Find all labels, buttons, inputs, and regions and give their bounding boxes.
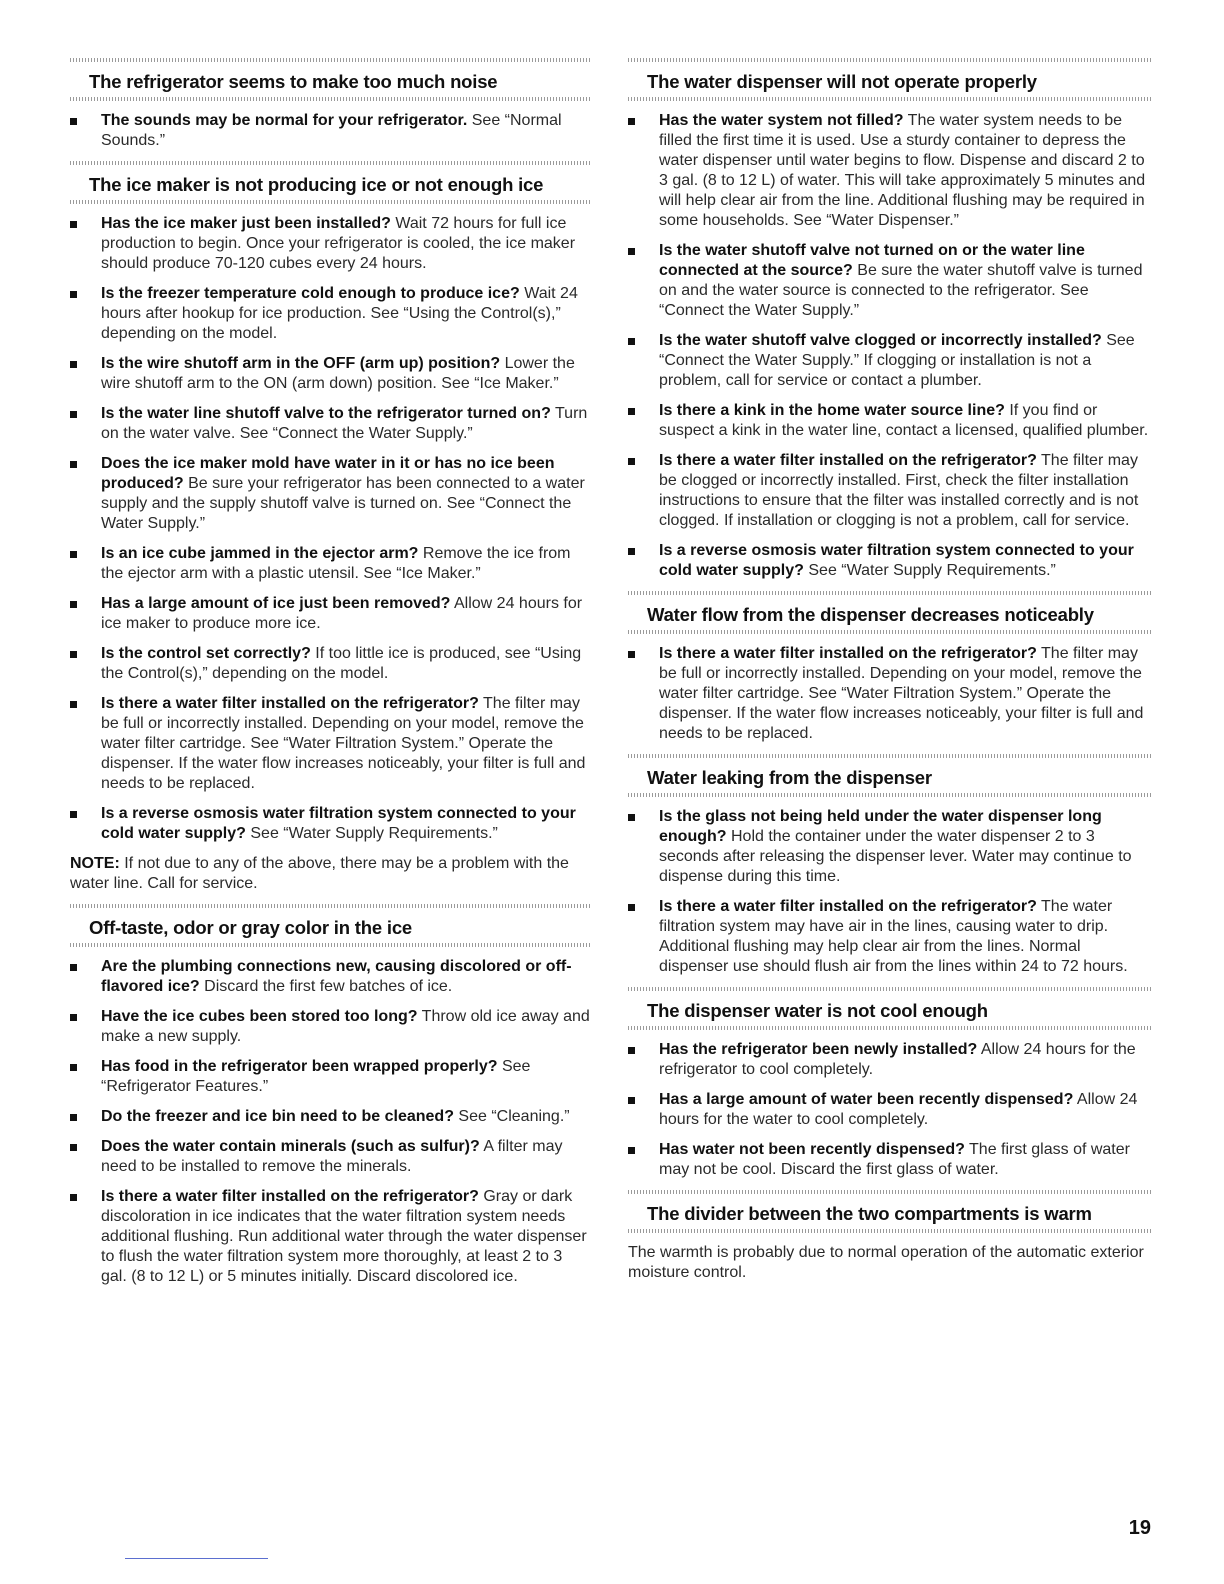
question: Is there a water filter installed on the refrigerator? [101,695,479,712]
bullet-icon [628,1147,635,1154]
section-rule [628,1026,1152,1030]
list-item [628,541,1152,581]
list-item [628,644,1152,744]
section-water-leaking [628,754,1152,977]
bullet-icon [628,651,635,658]
bullet-icon [628,1097,635,1104]
section-divider-warm [628,1190,1152,1283]
answer: Lower the wire shutoff arm to the ON (arm down) position. See “Ice Maker.” [101,355,575,392]
question: Is the water shutoff valve clogged or incorrectly installed? [659,332,1102,349]
question: Has the refrigerator been newly installed? [659,1041,978,1058]
list-item [70,1107,592,1127]
section-title: Water flow from the dispenser decreases noticeably [647,604,1094,625]
paragraph: The warmth is probably due to normal operation of the automatic exterior moisture control. [628,1244,1144,1281]
section-title: Off-taste, odor or gray color in the ice [89,917,412,938]
section-title: The divider between the two compartments is warm [647,1203,1092,1224]
question: Is a reverse osmosis water filtration system connected to your cold water supply? [101,805,576,842]
question: Is there a water filter installed on the refrigerator? [101,1188,479,1205]
list-item [628,331,1152,391]
section-rule [70,943,592,947]
bullet-icon [70,461,77,468]
section-rule [628,793,1152,797]
question: Does the ice maker mold have water in it or has no ice been produced? [101,455,555,492]
section-title: The dispenser water is not cool enough [647,1000,988,1021]
answer: Turn on the water valve. See “Connect the Water Supply.” [101,405,588,442]
question: Is the water shutoff valve not turned on or the water line connected at the source? [659,242,1085,279]
bullet-icon [628,548,635,555]
bullet-icon [70,118,77,125]
answer: See “Refrigerator Features.” [101,1058,531,1095]
section-off-taste [70,904,592,1287]
question: Is a reverse osmosis water filtration system connected to your cold water supply? [659,542,1134,579]
answer: Throw old ice away and make a new supply. [101,1008,590,1045]
section-title: The refrigerator seems to make too much noise [89,71,498,92]
section-not-cool [628,987,1152,1180]
answer: The first glass of water may not be cool. Discard the first glass of water. [659,1141,1130,1178]
list-item [70,1137,592,1177]
bullet-icon [628,338,635,345]
question: Is the freezer temperature cold enough to produce ice? [101,285,520,302]
question: Is there a water filter installed on the refrigerator? [659,898,1037,915]
section-rule [70,97,592,101]
list-item [70,644,592,684]
list-item [70,1057,592,1097]
bullet-icon [70,1194,77,1201]
section-ice-maker [70,161,592,894]
answer: If too little ice is produced, see “Using the Control(s),” depending on the model. [101,645,582,682]
bullet-icon [628,408,635,415]
question: Are the plumbing connections new, causing discolored or off-flavored ice? [101,958,572,995]
answer: The filter may be full or incorrectly installed. Depending on your model, remove the water filter cartridge. See “Water Filtration System.” Operate the dispenser. If the water flow increases noticeably, your filter is full and needs to be replaced. [101,695,586,792]
list-item [628,807,1152,887]
answer: If you find or suspect a kink in the water line, contact a licensed, qualified plumber. [659,402,1149,439]
answer: Wait 72 hours for full ice production to begin. Once your refrigerator is cooled, the ice maker should produce 70-120 cubes every 24 hours. [101,215,576,272]
bullet-icon [70,291,77,298]
list-item [70,694,592,794]
answer: Discard the first few batches of ice. [199,978,453,995]
list-item [628,1140,1152,1180]
answer: Allow 24 hours for ice maker to produce more ice. [101,595,583,632]
section-noise [70,58,592,151]
question: Is there a water filter installed on the refrigerator? [659,645,1037,662]
bullet-icon [628,458,635,465]
bullet-icon [70,1014,77,1021]
item-list [628,1040,1152,1180]
list-item [70,214,592,274]
bullet-icon [70,411,77,418]
bullet-icon [628,248,635,255]
section-rule [628,630,1152,634]
item-list [628,807,1152,977]
answer: Hold the container under the water dispenser 2 to 3 seconds after releasing the dispenser lever. Water may continue to dispense during this time. [659,828,1132,885]
section-rule [70,200,592,204]
list-item [70,594,592,634]
note-text: If not due to any of the above, there may be a problem with the water line. Call for service. [70,855,569,892]
question: Is there a water filter installed on the refrigerator? [659,452,1037,469]
item-list [70,214,592,844]
section-flow-decreases [628,591,1152,744]
question: Is there a kink in the home water source line? [659,402,1005,419]
bullet-icon [70,964,77,971]
question: Is the glass not being held under the water dispenser long enough? [659,808,1102,845]
answer: See “Water Supply Requirements.” [245,825,498,842]
question: Does the water contain minerals (such as sulfur)? [101,1138,480,1155]
bullet-icon [70,1114,77,1121]
list-item [628,1090,1152,1130]
list-item [628,401,1152,441]
answer: See “Cleaning.” [453,1108,570,1125]
list-item [70,1187,592,1287]
item-list [70,957,592,1287]
list-item [70,804,592,844]
question: Has the ice maker just been installed? [101,215,391,232]
list-item [628,451,1152,531]
item-list [70,111,592,151]
item-list [628,644,1152,744]
answer: Allow 24 hours for the water to cool completely. [659,1091,1138,1128]
question: Is the wire shutoff arm in the OFF (arm up) position? [101,355,501,372]
question: Is an ice cube jammed in the ejector arm? [101,545,419,562]
question: Has the water system not filled? [659,112,904,129]
list-item [70,404,592,444]
bullet-icon [70,1064,77,1071]
bullet-icon [628,118,635,125]
list-item [70,454,592,534]
question: The sounds may be normal for your refrigerator. [101,112,468,129]
list-item [628,241,1152,321]
list-item [628,1040,1152,1080]
bullet-icon [628,1047,635,1054]
bullet-icon [70,701,77,708]
bullet-icon [70,221,77,228]
list-item [628,111,1152,231]
list-item [70,284,592,344]
answer: A filter may need to be installed to remove the minerals. [101,1138,563,1175]
section-dispenser-not-operating [628,58,1152,581]
bullet-icon [70,811,77,818]
list-item [70,544,592,584]
question: Has a large amount of ice just been removed? [101,595,451,612]
question: Has food in the refrigerator been wrapped properly? [101,1058,498,1075]
section-title: The ice maker is not producing ice or not enough ice [89,174,544,195]
answer: Be sure the water shutoff valve is turned on and the water source is connected to the refrigerator. See “Connect the Water Supply.” [659,262,1143,319]
note-label: NOTE: [70,855,120,872]
section-rule [628,97,1152,101]
note [70,854,592,894]
question: Is the water line shutoff valve to the refrigerator turned on? [101,405,551,422]
question: Do the freezer and ice bin need to be cleaned? [101,1108,454,1125]
answer: The filter may be full or incorrectly installed. Depending on your model, remove the water filter cartridge. See “Water Filtration System.” Operate the dispenser. If the water flow increases noticeably, your filter is full and needs to be replaced. [659,645,1144,742]
bullet-icon [628,814,635,821]
bullet-icon [628,904,635,911]
list-item [70,957,592,997]
list-item [70,1007,592,1047]
list-item [70,111,592,151]
answer: The water system needs to be filled the first time it is used. Use a sturdy container to depress the water dispenser until water begins to flow. Dispense and discard 2 to 3 gal. (8 to 12 L) of water. This will take approximately 5 minutes and will help clear air from the line. Additional flushing may be required in some households. See “Water Dispenser.” [659,112,1146,229]
question: Is the control set correctly? [101,645,311,662]
right-column [628,58,1152,1289]
answer: Gray or dark discoloration in ice indicates that the water filtration system needs additional flushing. Run additional water through the water dispenser to flush the water filtration system more thoroughly, at least 2 to 3 gal. (8 to 12 L) or 5 minutes initially. Discard discolored ice. [101,1188,587,1285]
bullet-icon [70,551,77,558]
answer: The filter may be clogged or incorrectly installed. First, check the filter installation instructions to ensure that the filter was installed correctly and is not clogged. If installation or clogging is not a problem, call for service. [659,452,1139,529]
answer: Allow 24 hours for the refrigerator to cool completely. [659,1041,1136,1078]
section-rule [628,1229,1152,1233]
list-item [628,897,1152,977]
answer: See “Connect the Water Supply.” If clogging or installation is not a problem, call for service or contact a plumber. [659,332,1135,389]
question: Have the ice cubes been stored too long? [101,1008,418,1025]
bullet-icon [70,651,77,658]
page-number: 19 [1128,1517,1151,1539]
answer: See “Water Supply Requirements.” [803,562,1056,579]
bullet-icon [70,1144,77,1151]
section-title: Water leaking from the dispenser [647,767,932,788]
question: Has water not been recently dispensed? [659,1141,965,1158]
bullet-icon [70,601,77,608]
answer: Remove the ice from the ejector arm with a plastic utensil. See “Ice Maker.” [101,545,571,582]
bottom-divider [125,1558,268,1559]
bullet-icon [70,361,77,368]
answer: The water filtration system may have air in the lines, causing water to drip. Additional flushing may help clear air from the lines. Normal dispenser use should flush air from the lines within 24 to 72 hours. [659,898,1128,975]
list-item [70,354,592,394]
answer: Be sure your refrigerator has been connected to a water supply and the supply shutoff valve is turned on. See “Connect the Water Supply.” [101,475,585,532]
answer: Wait 24 hours after hookup for ice production. See “Using the Control(s),” depending on the model. [101,285,578,342]
section-title: The water dispenser will not operate properly [647,71,1037,92]
item-list [628,111,1152,581]
question: Has a large amount of water been recently dispensed? [659,1091,1074,1108]
left-column [70,58,592,1297]
answer: See “Normal Sounds.” [101,112,562,149]
